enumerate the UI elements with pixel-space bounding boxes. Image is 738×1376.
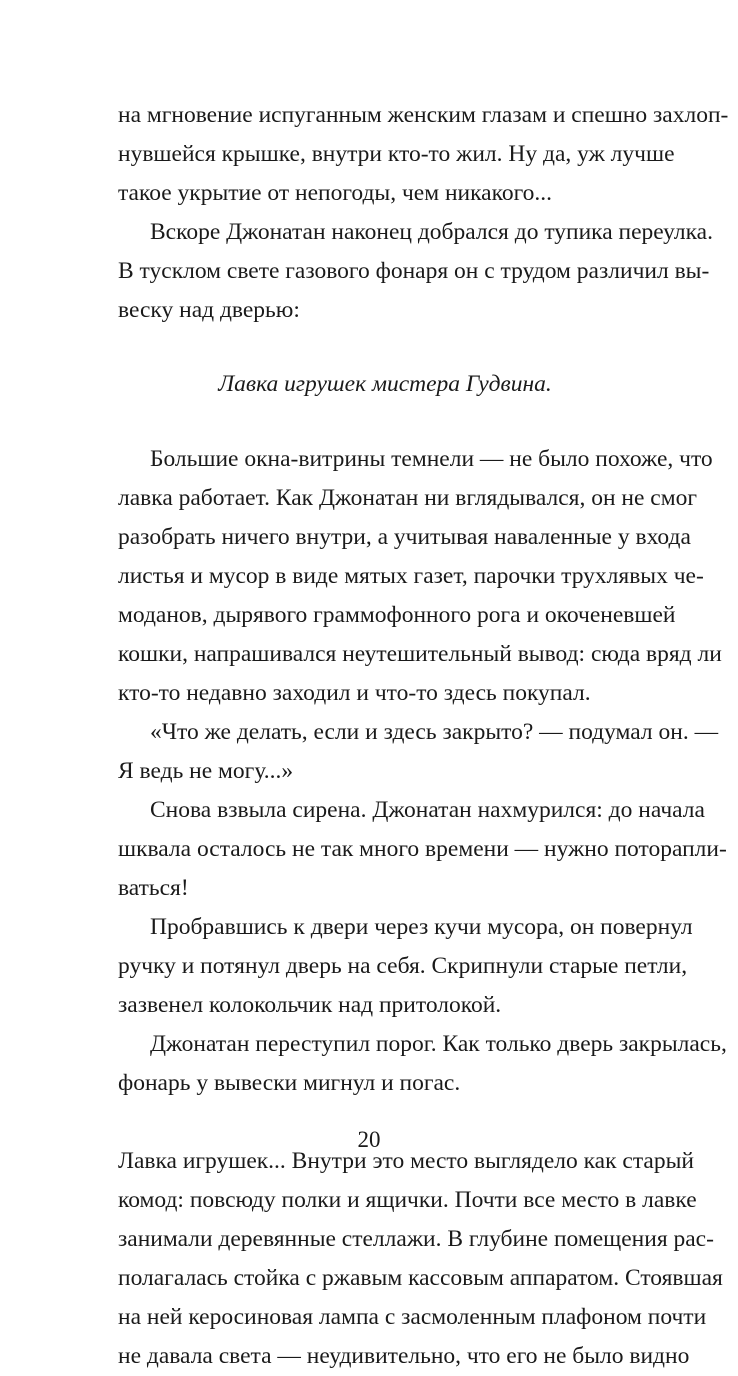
- text-line: зазвенел колокольчик над притолокой.: [118, 992, 502, 1018]
- text-block-before-heading: [118, 96, 729, 330]
- text-line: моданов, дырявого граммофонного рога и окоченевшей: [118, 602, 676, 628]
- text-line: такое укрытие от непогоды, чем никакого...: [118, 180, 552, 206]
- text-block-after-break: [118, 1142, 723, 1376]
- paragraph-6: [118, 908, 693, 1025]
- paragraph-8: [118, 1142, 723, 1376]
- text-line: не давала света — неудивительно, что его не было видно: [118, 1343, 690, 1369]
- text-line: Снова взвыла сирена. Джонатан нахмурился: до начала: [150, 797, 705, 823]
- text-line: лавка работает. Как Джонатан ни вглядывался, он не смог: [118, 485, 697, 511]
- text-line: фонарь у вывески мигнул и погас.: [118, 1070, 461, 1096]
- text-line: ручку и потянул дверь на себя. Скрипнули старые петли,: [118, 953, 688, 979]
- text-line: ваться!: [118, 875, 189, 901]
- text-line: комод: повсюду полки и ящички. Почти все место в лавке: [118, 1187, 697, 1213]
- text-line: листья и мусор в виде мятых газет, парочки трухлявых че-: [118, 563, 704, 589]
- text-line: занимали деревянные стеллажи. В глубине помещения рас-: [118, 1226, 714, 1252]
- paragraph-4: [118, 713, 719, 791]
- text-line: разобрать ничего внутри, а учитывая наваленные у входа: [118, 524, 691, 550]
- text-line: Я ведь не могу...»: [118, 758, 294, 784]
- text-line: нувшейся крышке, внутри кто-то жил. Ну да, уж лучше: [118, 141, 675, 167]
- text-line: полагалась стойка с ржавым кассовым аппаратом. Стоявшая: [118, 1265, 723, 1291]
- text-block-after-heading: [118, 440, 727, 1103]
- paragraph-2: [118, 213, 713, 330]
- text-line: кошки, напрашивался неутешительный вывод: сюда вряд ли: [118, 641, 722, 667]
- text-line: веску над дверью:: [118, 297, 300, 323]
- text-line: на ней керосиновая лампа с засмоленным плафоном почти: [118, 1304, 707, 1330]
- text-line: «Что же делать, если и здесь закрыто? — подумал он. —: [150, 719, 719, 745]
- paragraph-7: [118, 1025, 727, 1103]
- paragraph-5: [118, 791, 727, 908]
- page-body: [118, 96, 729, 1376]
- shop-sign-heading: Лавка игрушек мистера Гудвина.: [218, 371, 552, 397]
- page-number: 20: [357, 1127, 381, 1152]
- text-line: Большие окна-витрины темнели — не было похоже, что: [150, 446, 713, 472]
- text-line: Вскоре Джонатан наконец добрался до тупика переулка.: [150, 219, 713, 245]
- paragraph-3: [118, 440, 722, 713]
- text-line: В тусклом свете газового фонаря он с трудом различил вы-: [118, 258, 710, 284]
- text-line: Джонатан переступил порог. Как только дверь закрылась,: [150, 1031, 727, 1057]
- text-line: кто-то недавно заходил и что-то здесь покупал.: [118, 680, 591, 706]
- text-line: Пробравшись к двери через кучи мусора, он повернул: [150, 914, 693, 940]
- text-line: шквала осталось не так много времени — нужно поторапли-: [118, 836, 727, 862]
- text-line: Лавка игрушек... Внутри это место выглядело как старый: [118, 1148, 694, 1174]
- paragraph-1: [118, 96, 729, 213]
- text-line: на мгновение испуганным женским глазам и спешно захлоп-: [118, 102, 729, 128]
